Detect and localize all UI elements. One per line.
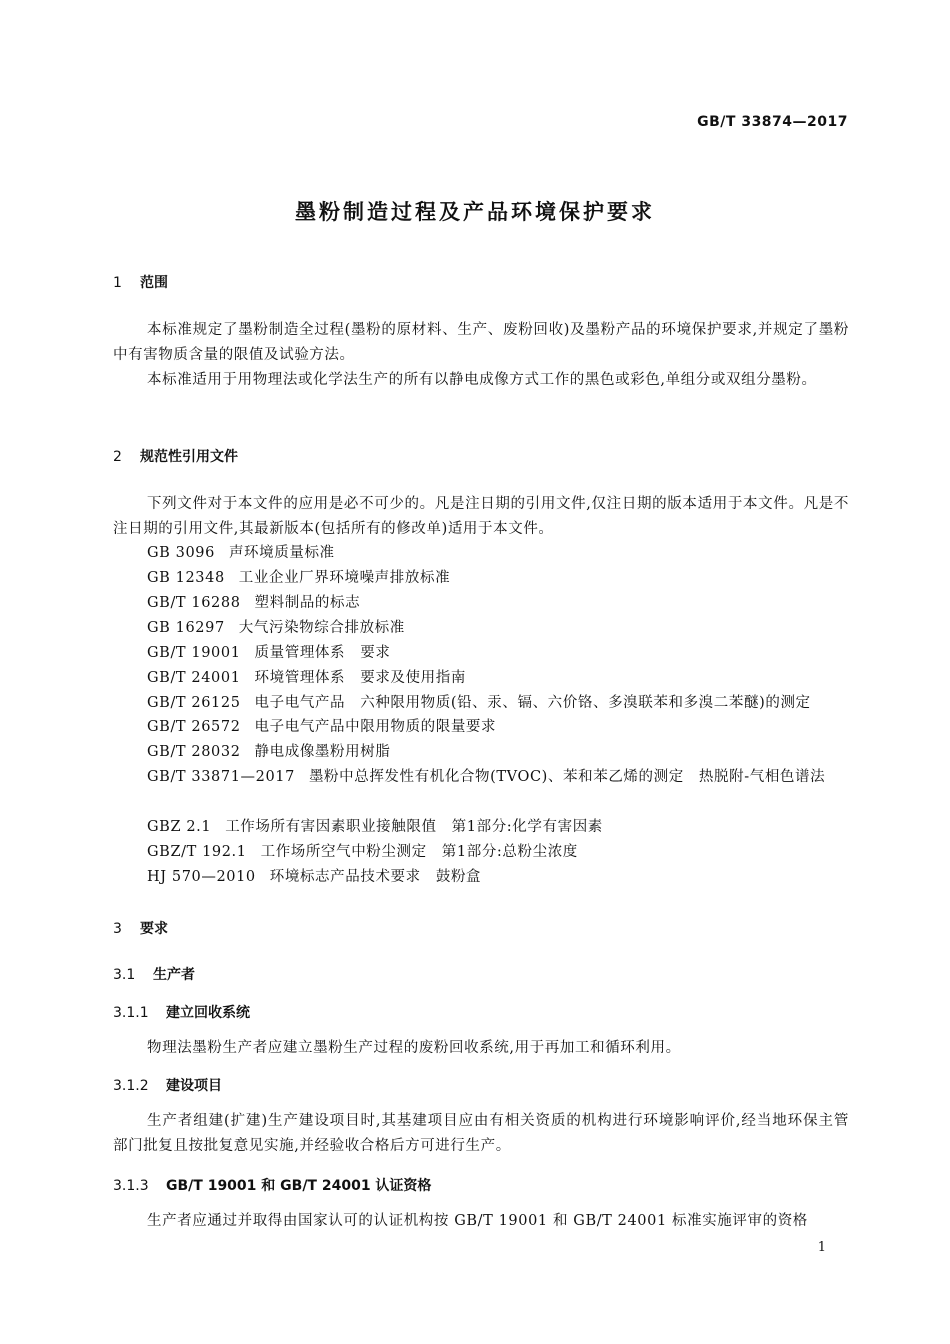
section-3-1-heading bbox=[113, 964, 195, 984]
normative-intro-paragraph: 下列文件对于本文件的应用是必不可少的。凡是注日期的引用文件,仅注日期的版本适用于本文件。凡是不注日期的引用文件,其最新版本(包括所有的修改单)适用于本文件。 bbox=[113, 496, 849, 537]
reference-item bbox=[147, 641, 390, 666]
recycle-system-paragraph: 物理法墨粉生产者应建立墨粉生产过程的废粉回收系统,用于再加工和循环利用。 bbox=[147, 1040, 681, 1056]
reference-code: GB 3096 bbox=[147, 545, 215, 561]
section-title: 规范性引用文件 bbox=[140, 449, 238, 465]
reference-code: GB/T 33871—2017 bbox=[147, 769, 295, 785]
reference-item bbox=[147, 566, 450, 591]
section-number: 3 bbox=[113, 921, 122, 937]
standard-code: GB/T 33874—2017 bbox=[697, 114, 848, 130]
section-title: 建立回收系统 bbox=[166, 1005, 250, 1021]
scope-paragraph-1: 本标准规定了墨粉制造全过程(墨粉的原材料、生产、废粉回收)及墨粉产品的环境保护要求,并规定了墨粉中有害物质含量的限值及试验方法。 bbox=[113, 322, 849, 363]
section-number: 3.1.2 bbox=[113, 1078, 149, 1094]
reference-name: 电子电气产品中限用物质的限量要求 bbox=[254, 719, 497, 735]
section-title: GB/T 19001 和 GB/T 24001 认证资格 bbox=[166, 1178, 432, 1194]
reference-item bbox=[147, 840, 578, 865]
reference-name: 电子电气产品 六种限用物质(铅、汞、镉、六价铬、多溴联苯和多溴二苯醚)的测定 bbox=[254, 695, 811, 711]
reference-name: 静电成像墨粉用树脂 bbox=[254, 744, 391, 760]
construction-project-paragraph: 生产者组建(扩建)生产建设项目时,其基建项目应由有相关资质的机构进行环境影响评价,经当地环保主管部门批复且按批复意见实施,并经验收合格后方可进行生产。 bbox=[113, 1113, 849, 1154]
section-title: 范围 bbox=[140, 275, 168, 291]
reference-name: 墨粉中总挥发性有机化合物(TVOC)、苯和苯乙烯的测定 热脱附-气相色谱法 bbox=[308, 769, 826, 785]
reference-name: 环境管理体系 要求及使用指南 bbox=[254, 670, 466, 686]
reference-name: 声环境质量标准 bbox=[228, 545, 335, 561]
section-3-heading bbox=[113, 918, 168, 938]
section-number: 1 bbox=[113, 275, 122, 291]
reference-item bbox=[147, 865, 481, 890]
reference-code: GB 16297 bbox=[147, 620, 225, 636]
reference-code: GB/T 26125 bbox=[147, 695, 241, 711]
reference-name: 质量管理体系 要求 bbox=[254, 645, 391, 661]
section-2-heading bbox=[113, 446, 238, 466]
section-number: 3.1 bbox=[113, 967, 136, 983]
reference-item bbox=[147, 541, 335, 566]
scope-paragraph-2: 本标准适用于用物理法或化学法生产的所有以静电成像方式工作的黑色或彩色,单组分或双组分墨粉。 bbox=[147, 372, 817, 388]
reference-item bbox=[147, 740, 390, 765]
page-number: 1 bbox=[817, 1240, 826, 1255]
section-title: 要求 bbox=[140, 921, 168, 937]
reference-name: 大气污染物综合排放标准 bbox=[238, 620, 405, 636]
section-title: 建设项目 bbox=[166, 1078, 222, 1094]
reference-code: GB/T 28032 bbox=[147, 744, 241, 760]
section-number: 2 bbox=[113, 449, 122, 465]
section-3-1-1-heading bbox=[113, 1002, 250, 1022]
reference-name: 塑料制品的标志 bbox=[254, 595, 361, 611]
reference-code: GBZ 2.1 bbox=[147, 819, 212, 835]
reference-name: 环境标志产品技术要求 鼓粉盒 bbox=[269, 869, 482, 885]
reference-name: 工作场所有害因素职业接触限值 第1部分:化学有害因素 bbox=[225, 819, 603, 835]
reference-item bbox=[147, 715, 496, 740]
reference-item bbox=[147, 616, 405, 641]
reference-code: GB/T 16288 bbox=[147, 595, 241, 611]
reference-code: HJ 570—2010 bbox=[147, 869, 256, 885]
section-number: 3.1.1 bbox=[113, 1005, 149, 1021]
reference-code: GB/T 24001 bbox=[147, 670, 241, 686]
reference-item bbox=[147, 591, 360, 616]
reference-code: GBZ/T 192.1 bbox=[147, 844, 247, 860]
section-1-heading bbox=[113, 272, 168, 292]
reference-name: 工业企业厂界环境噪声排放标准 bbox=[238, 570, 451, 586]
section-3-1-3-heading bbox=[113, 1175, 431, 1195]
section-3-1-2-heading bbox=[113, 1075, 222, 1095]
reference-name: 工作场所空气中粉尘测定 第1部分:总粉尘浓度 bbox=[260, 844, 578, 860]
reference-item bbox=[113, 765, 849, 790]
reference-code: GB 12348 bbox=[147, 570, 225, 586]
section-number: 3.1.3 bbox=[113, 1178, 149, 1194]
reference-code: GB/T 19001 bbox=[147, 645, 241, 661]
reference-code: GB/T 26572 bbox=[147, 719, 241, 735]
reference-item bbox=[147, 691, 811, 716]
section-title: 生产者 bbox=[153, 967, 195, 983]
document-title: 墨粉制造过程及产品环境保护要求 bbox=[295, 200, 655, 224]
reference-item bbox=[147, 666, 466, 691]
reference-item bbox=[147, 815, 603, 840]
certification-paragraph: 生产者应通过并取得由国家认可的认证机构按 GB/T 19001 和 GB/T 24001 标准实施评审的资格 bbox=[147, 1213, 808, 1229]
